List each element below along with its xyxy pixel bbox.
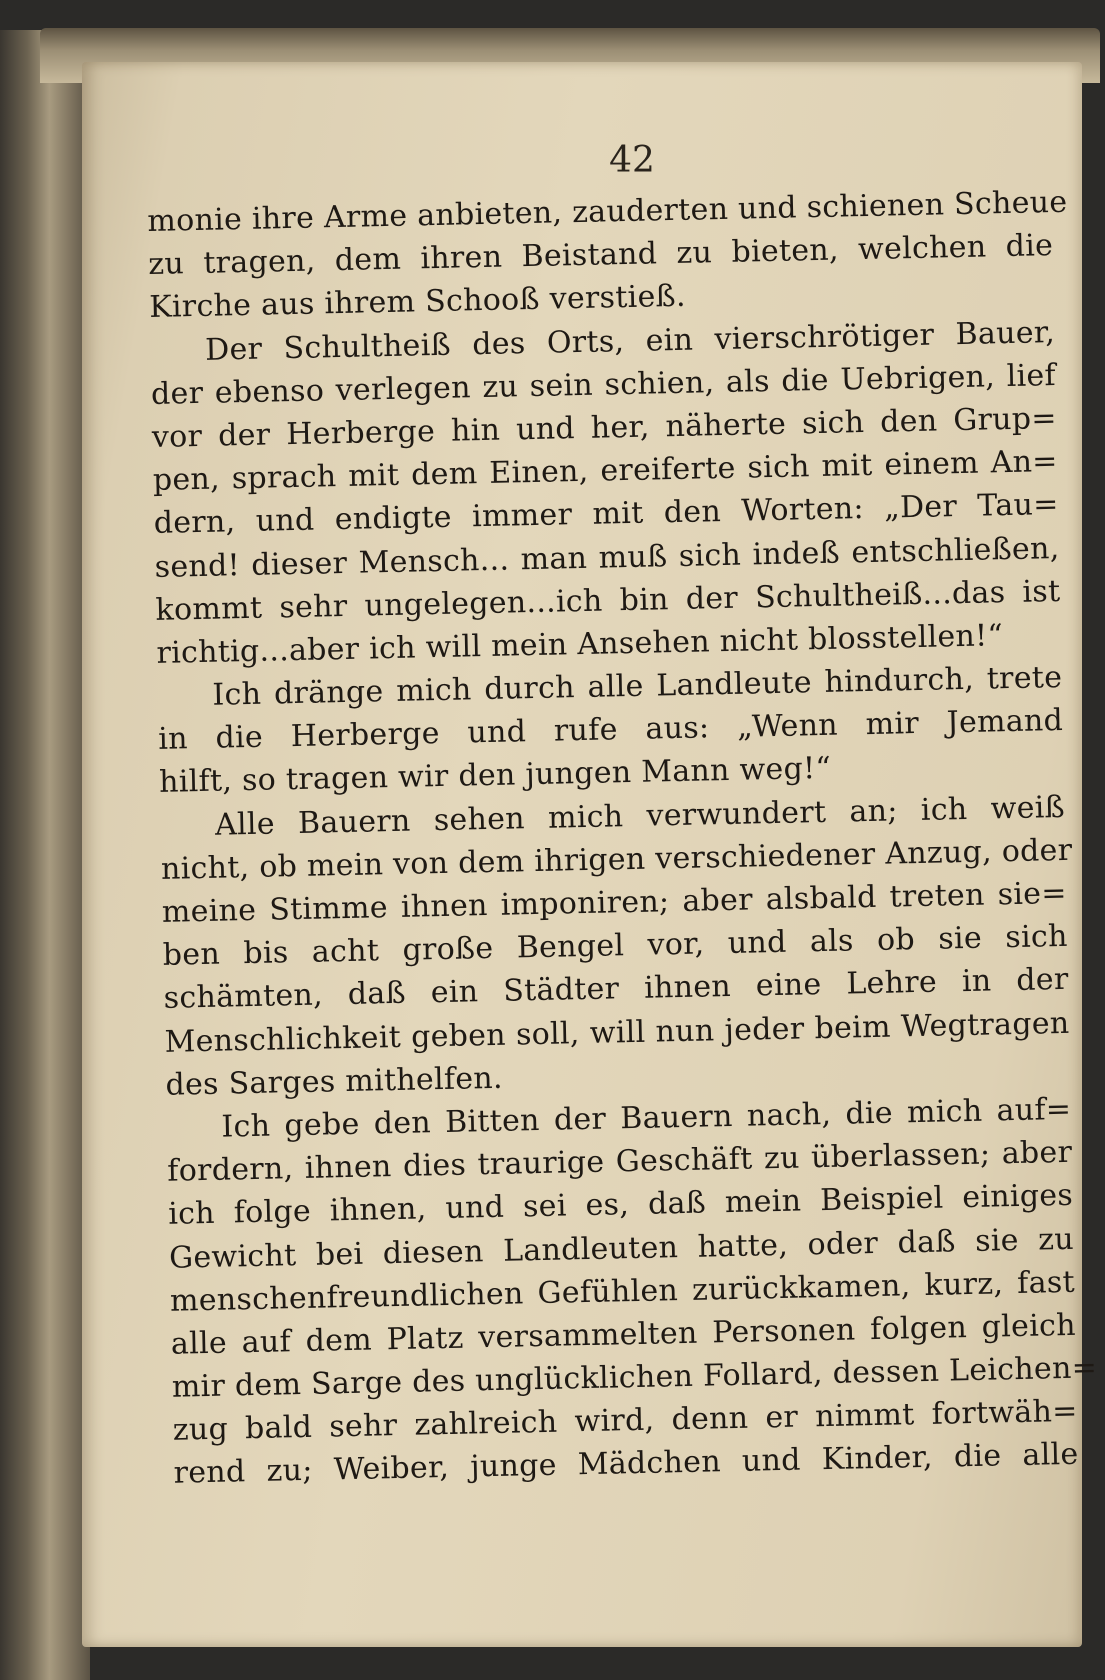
text-line: Der Schultheiß des Orts, ein vierschrötiger Bauer, — [204, 314, 1056, 368]
text-line: in die Herberge und rufe aus: „Wenn mir Jemand — [157, 703, 1064, 758]
text-line: menschenfreundlichen Gefühlen zurückkamen, kurz, fast — [169, 1264, 1076, 1319]
text-line: dern, und endigte immer mit den Worten: „Der Tau= — [153, 487, 1059, 542]
text-line: hilft, so tragen wir den jungen Mann weg!“ — [158, 751, 832, 801]
text-line: des Sarges mithelfen. — [165, 1060, 504, 1103]
text-line: kommt sehr ungelegen...ich bin der Schultheiß...das ist — [155, 573, 1061, 628]
text-line: Ich gebe den Bitten der Bauern nach, die mich auf= — [221, 1091, 1072, 1145]
text-line: Kirche aus ihrem Schooß verstieß. — [148, 279, 687, 326]
text-line: der ebenso verlegen zu sein schien, als die Uebrigen, lief — [150, 357, 1057, 412]
text-line: richtig...aber ich will mein Ansehen nicht blosstellen!“ — [156, 618, 1004, 671]
text-line: Menschlichkeit geben soll, will nun jeder beim Wegtragen — [164, 1005, 1070, 1060]
text-line: schämten, daß ein Städter ihnen eine Lehre in der — [163, 962, 1069, 1017]
text-line: Alle Bauern sehen mich verwundert an; ich weiß — [214, 789, 1066, 843]
text-line: alle auf dem Platz versammelten Personen folgen gleich — [170, 1307, 1077, 1362]
body-text — [147, 181, 1098, 1495]
text-line: Ich dränge mich durch alle Landleute hindurch, trete — [212, 660, 1063, 713]
text-line: mir dem Sarge des unglücklichen Follard, dessen Leichen= — [171, 1350, 1098, 1405]
text-line: send! dieser Mensch... man muß sich indeß entschließen, — [154, 530, 1060, 585]
text-line: Gewicht bei diesen Landleuten hatte, oder daß sie zu — [168, 1221, 1075, 1276]
text-line: rend zu; Weiber, junge Mädchen und Kinder, die alle — [173, 1437, 1079, 1492]
book-spine-edge — [0, 30, 90, 1680]
text-line: monie ihre Arme anbieten, zauderten und schienen Scheue — [147, 184, 1068, 239]
text-line: ben bis acht große Bengel vor, und als ob sie sich — [162, 919, 1068, 974]
text-line: nicht, ob mein von dem ihrigen verschiedener Anzug, oder — [160, 832, 1073, 887]
text-line: meine Stimme ihnen imponiren; aber alsbald treten sie= — [161, 875, 1068, 930]
text-line: fordern, ihnen dies traurige Geschäft zu überlassen; aber — [166, 1134, 1073, 1189]
text-line: ich folge ihnen, und sei es, daß mein Beispiel einiges — [167, 1178, 1074, 1233]
text-line: zug bald sehr zahlreich wird, denn er nimmt fortwäh= — [172, 1394, 1078, 1448]
page-number: 42 — [609, 140, 655, 181]
text-line: pen, sprach mit dem Einen, ereiferte sich mit einem An= — [152, 444, 1059, 499]
text-line: zu tragen, dem ihren Beistand zu bieten, welchen die — [147, 228, 1054, 283]
text-line: vor der Herberge hin und her, näherte sich den Grup= — [151, 400, 1058, 455]
